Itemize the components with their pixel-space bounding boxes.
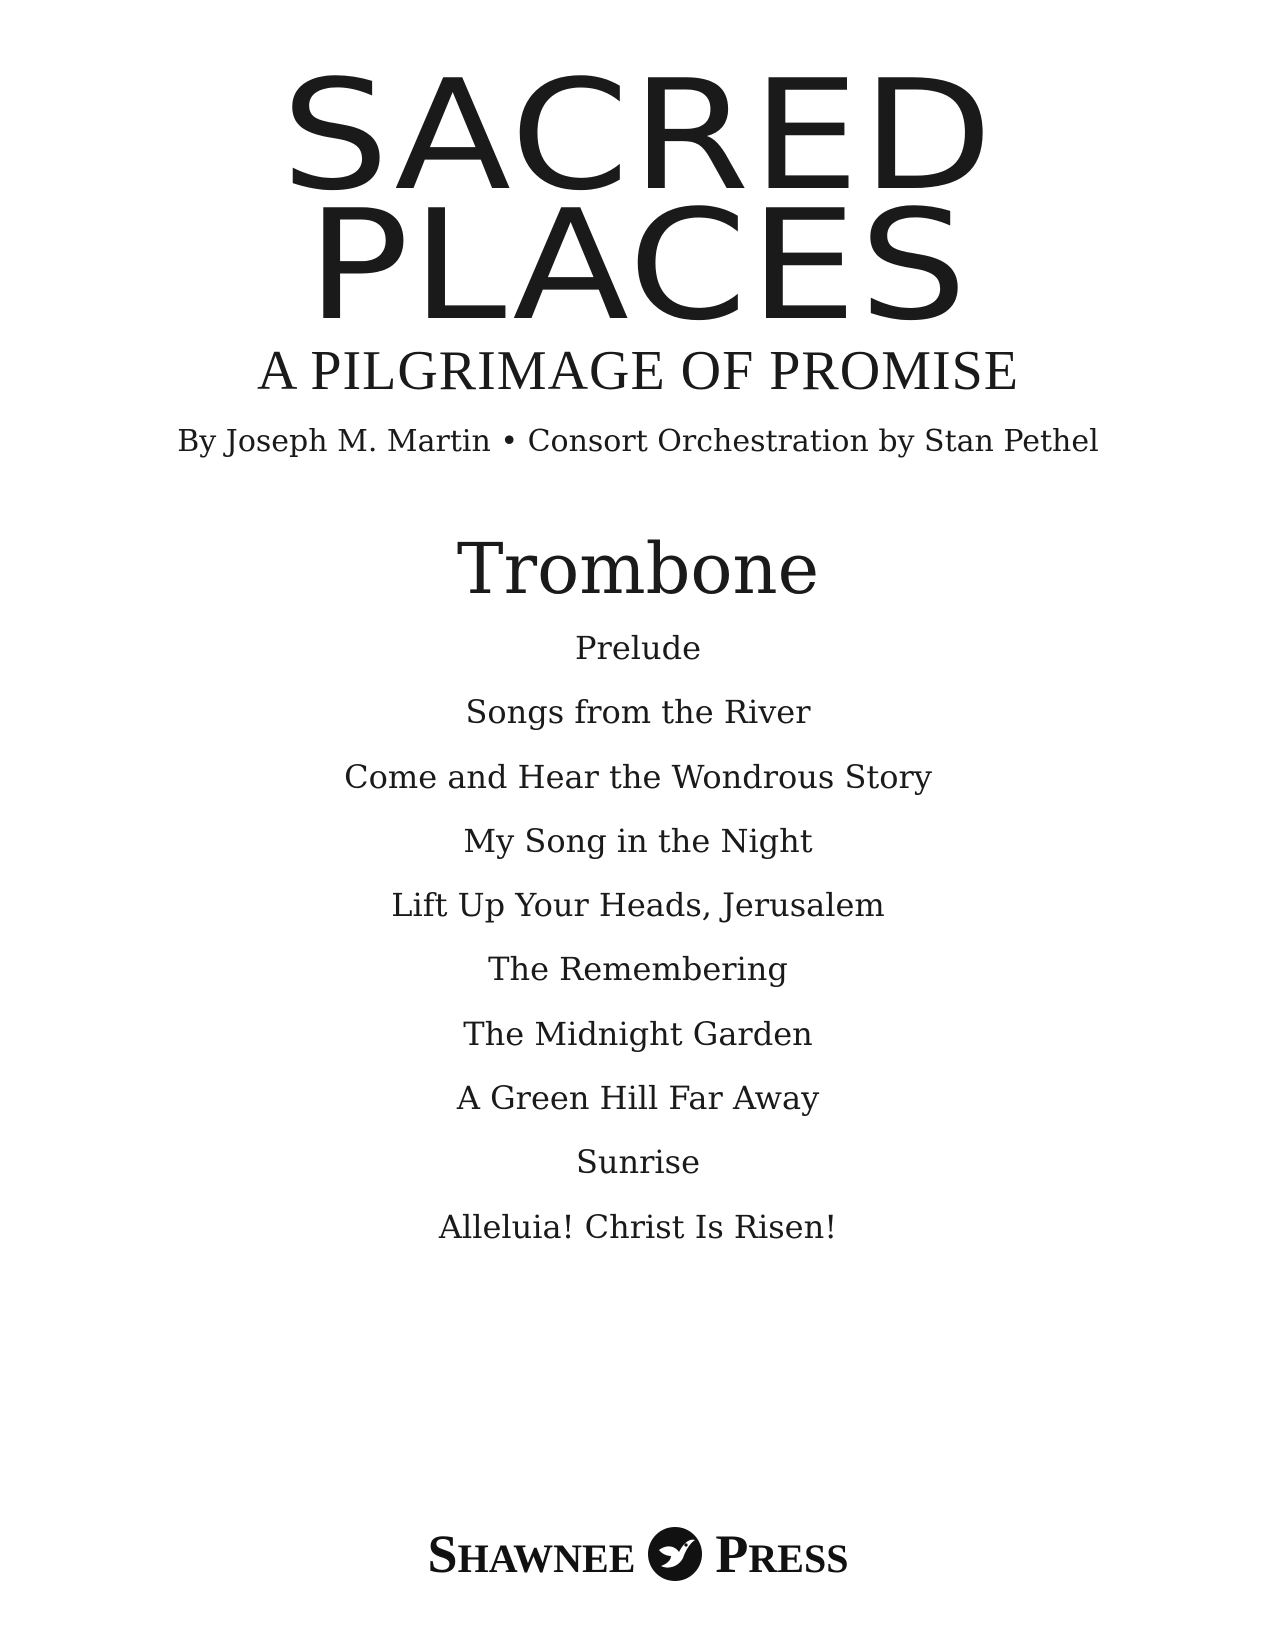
list-item: Sunrise	[575, 1143, 701, 1182]
list-item: Prelude	[574, 629, 702, 667]
title-line-2: PLACES	[306, 177, 970, 354]
contents-list	[0, 629, 1276, 1275]
list-item: The Remembering	[488, 950, 788, 989]
list-item: Lift Up Your Heads, Jerusalem	[391, 886, 885, 925]
list-item: The Midnight Garden	[463, 1014, 813, 1053]
list-item: Alleluia! Christ Is Risen!	[438, 1207, 838, 1246]
credits-line: By Joseph M. Martin • Consort Orchestration by Stan Pethel	[177, 424, 1099, 459]
list-item: My Song in the Night	[463, 821, 813, 860]
dove-in-circle-icon	[645, 1524, 705, 1584]
subtitle: A PILGRIMAGE OF PROMISE	[257, 340, 1019, 402]
publisher-logo	[0, 1524, 1276, 1584]
publisher-wordmark-left: SHAWNEE	[427, 1524, 636, 1584]
publisher-wordmark-right: PRESS	[715, 1524, 849, 1584]
list-item: Come and Hear the Wondrous Story	[344, 757, 932, 796]
list-item: Songs from the River	[465, 693, 811, 732]
list-item: A Green Hill Far Away	[456, 1079, 820, 1118]
title-line-1: SACRED	[281, 47, 995, 224]
instrument-name: Trombone	[456, 528, 820, 610]
